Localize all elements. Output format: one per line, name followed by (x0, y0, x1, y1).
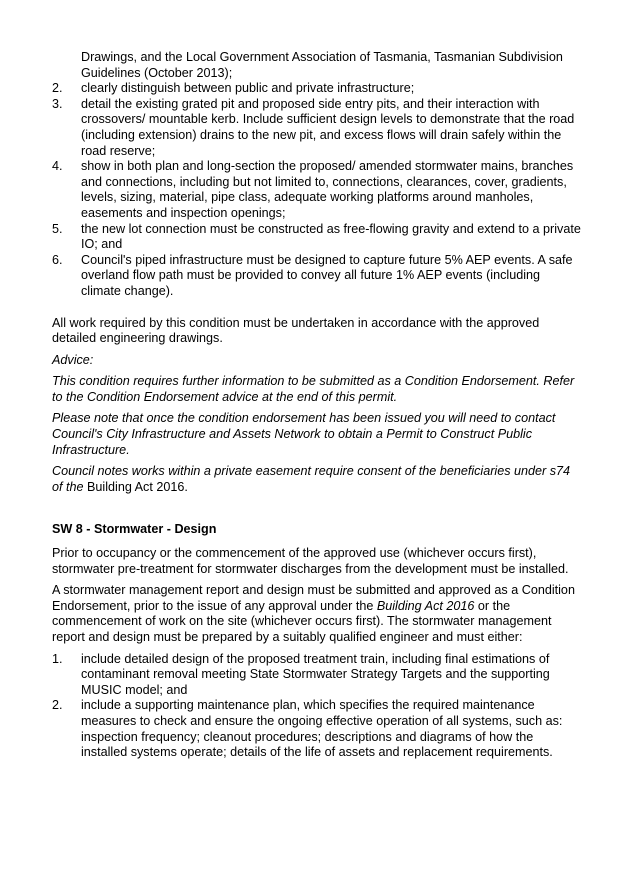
list-item (0, 222, 581, 253)
requirements-list (0, 81, 622, 299)
list-continuation: Drawings, and the Local Government Association of Tasmania, Tasmanian Subdivision Guidelines (October 2013); (81, 50, 563, 80)
list-text: show in both plan and long-section the proposed/ amended stormwater mains, branches and connections, including but not limited to, connections, clearances, cover, gradients, levels, sizing, material, pipe class, adequate working platforms around manholes, easements and inspection openings; (81, 159, 574, 220)
list-item (0, 97, 581, 159)
advice-label: Advice: (52, 352, 94, 367)
sw8-p2-act: Building Act 2016 (376, 598, 475, 613)
advice-paragraph-1: This condition requires further information to be submitted as a Condition Endorsement. Refer to the Condition Endorsement advice at the end of this permit. (52, 374, 575, 404)
sw8-paragraph-1: Prior to occupancy or the commencement of the approved use (whichever occurs first), stormwater pre-treatment for stormwater discharges from the development must be installed. (52, 546, 569, 576)
document-body (0, 50, 622, 761)
list-text: Council's piped infrastructure must be designed to capture future 5% AEP events. A safe overland flow path must be provided to convey all future 1% AEP events (including climate change). (81, 252, 573, 298)
list-text: include detailed design of the proposed treatment train, including final estimations of contaminant removal meeting State Stormwater Strategy Targets and the supporting MUSIC model; and (81, 651, 550, 697)
list-text: the new lot connection must be constructed as free-flowing gravity and extend to a private IO; and (81, 221, 581, 252)
sw8-list (0, 652, 622, 761)
advice-paragraph-3 (0, 464, 582, 495)
sw8-paragraph-2 (0, 583, 582, 645)
advice-p3-plain: Building Act 2016. (83, 479, 188, 494)
list-text: include a supporting maintenance plan, which specifies the required maintenance measures to check and ensure the ongoing effective operation of all systems, such as: inspection frequency; cleanout procedures; descriptions and diagrams of how the installed systems operate; details of the life of assets and replacement requirements. (81, 698, 563, 760)
list-number: 2. (52, 81, 63, 96)
list-item (0, 698, 581, 760)
list-number: 3. (52, 96, 63, 111)
list-number: 6. (52, 252, 63, 267)
list-item (0, 81, 581, 97)
sw8-p2-part-c: or the commencement of work on the site (whichever occurs first). The stormwater management report and design must be prepared by a suitably qualified engineer and must either: (52, 598, 552, 644)
list-item (0, 652, 581, 699)
list-number: 5. (52, 221, 63, 236)
list-text: clearly distinguish between public and private infrastructure; (81, 81, 415, 96)
advice-paragraph-2: Please note that once the condition endorsement has been issued you will need to contact Council's City Infrastructure and Assets Network to obtain a Permit to Construct Public Infrastructure. (52, 411, 556, 457)
section-heading: SW 8 - Stormwater - Design (52, 522, 217, 537)
sw8-p2-part-a: A stormwater management report and design must be submitted and approved as a Condition Endorsement, prior to the issue of any approval under the (52, 583, 575, 613)
list-item (0, 159, 581, 221)
list-item (0, 253, 581, 300)
list-number: 1. (52, 651, 63, 666)
list-number: 4. (52, 159, 63, 174)
list-text: detail the existing grated pit and proposed side entry pits, and their interaction with crossovers/ mountable kerb. Include sufficient design levels to demonstrate that the road (including extension) drains to the new pit, and excess flows will drain safely within the road reserve; (81, 96, 575, 158)
all-work-paragraph: All work required by this condition must be undertaken in accordance with the approved detailed engineering drawings. (52, 315, 540, 346)
list-number: 2. (52, 698, 63, 713)
advice-p3-italic: Council notes works within a private easement require consent of the beneficiaries under s74 of the (52, 464, 571, 494)
